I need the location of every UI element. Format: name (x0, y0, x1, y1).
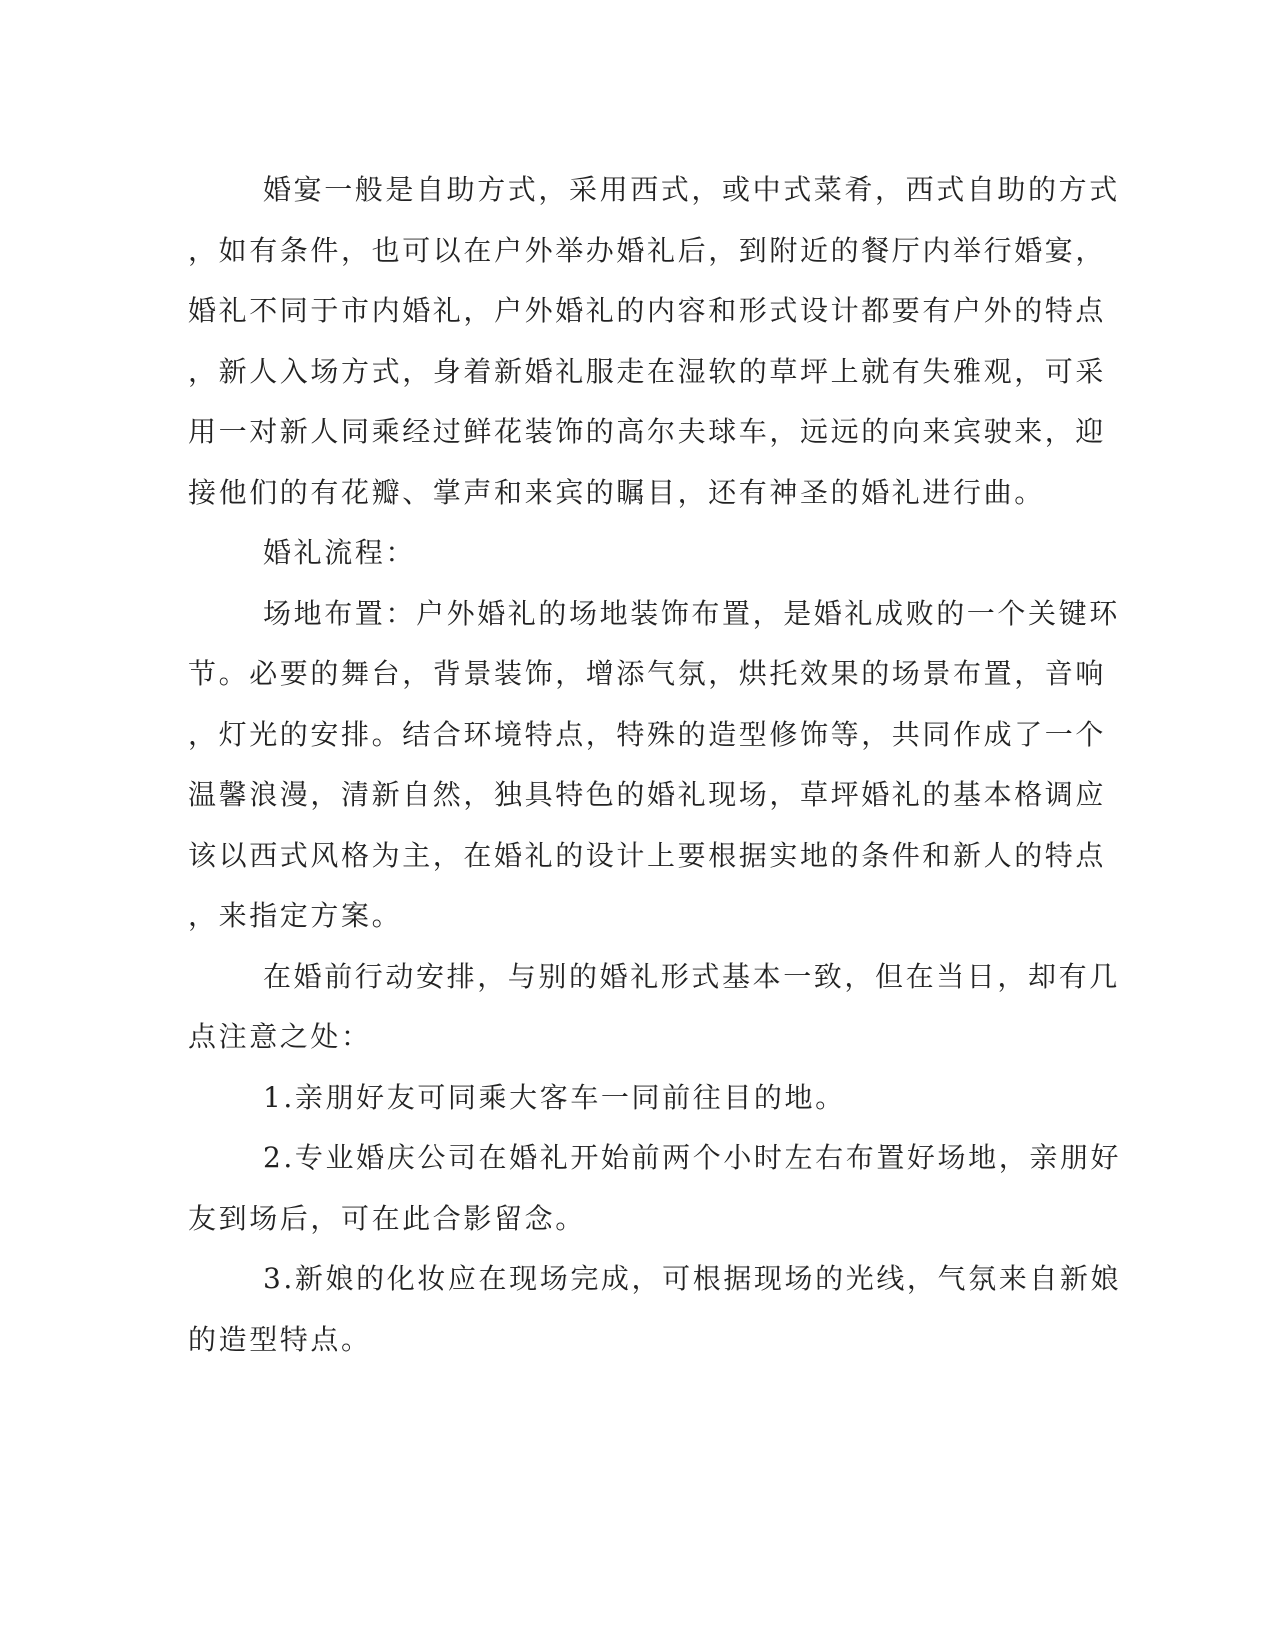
list-item: 1.亲朋好友可同乘大客车一同前往目的地。 (263, 1080, 846, 1114)
list-item: 2.专业婚庆公司在婚礼开始前两个小时左右布置好场地，亲朋好 (263, 1141, 1122, 1174)
list-item: 3.新娘的化妆应在现场完成，可根据现场的光线，气氛来自新娘 (263, 1262, 1122, 1295)
text-line: 场地布置：户外婚礼的场地装饰布置，是婚礼成败的一个关键环 (263, 596, 1120, 630)
section-heading: 婚礼流程： (263, 536, 417, 569)
list-item-continuation: 友到场后，可在此合影留念。 (188, 1201, 586, 1235)
text-line: ，如有条件，也可以在户外举办婚礼后，到附近的餐厅内举行婚宴， (188, 233, 1107, 267)
text-line: 用一对新人同乘经过鲜花装饰的高尔夫球车，远远的向来宾驶来，迎 (188, 415, 1107, 448)
text-line: ，来指定方案。 (188, 899, 403, 932)
text-line: 温馨浪漫，清新自然，独具特色的婚礼现场，草坪婚礼的基本格调应 (188, 778, 1107, 811)
text-line: 接他们的有花瓣、掌声和来宾的瞩目，还有神圣的婚礼进行曲。 (188, 475, 1045, 509)
text-line: ，灯光的安排。结合环境特点，特殊的造型修饰等，共同作成了一个 (188, 717, 1107, 751)
text-line: 该以西式风格为主，在婚礼的设计上要根据实地的条件和新人的特点 (188, 838, 1107, 872)
text-line: 婚宴一般是自助方式，采用西式，或中式菜肴，西式自助的方式 (263, 173, 1120, 206)
text-line: 在婚前行动安排，与别的婚礼形式基本一致，但在当日，却有几 (263, 959, 1120, 993)
text-line: 婚礼不同于市内婚礼，户外婚礼的内容和形式设计都要有户外的特点 (188, 294, 1107, 327)
text-line: ，新人入场方式，身着新婚礼服走在湿软的草坪上就有失雅观，可采 (188, 354, 1107, 388)
list-item-continuation: 的造型特点。 (188, 1322, 372, 1356)
text-line: 点注意之处： (188, 1020, 372, 1053)
document-body (188, 160, 1122, 1370)
text-line: 节。必要的舞台，背景装饰，增添气氛，烘托效果的场景布置，音响 (188, 657, 1107, 690)
